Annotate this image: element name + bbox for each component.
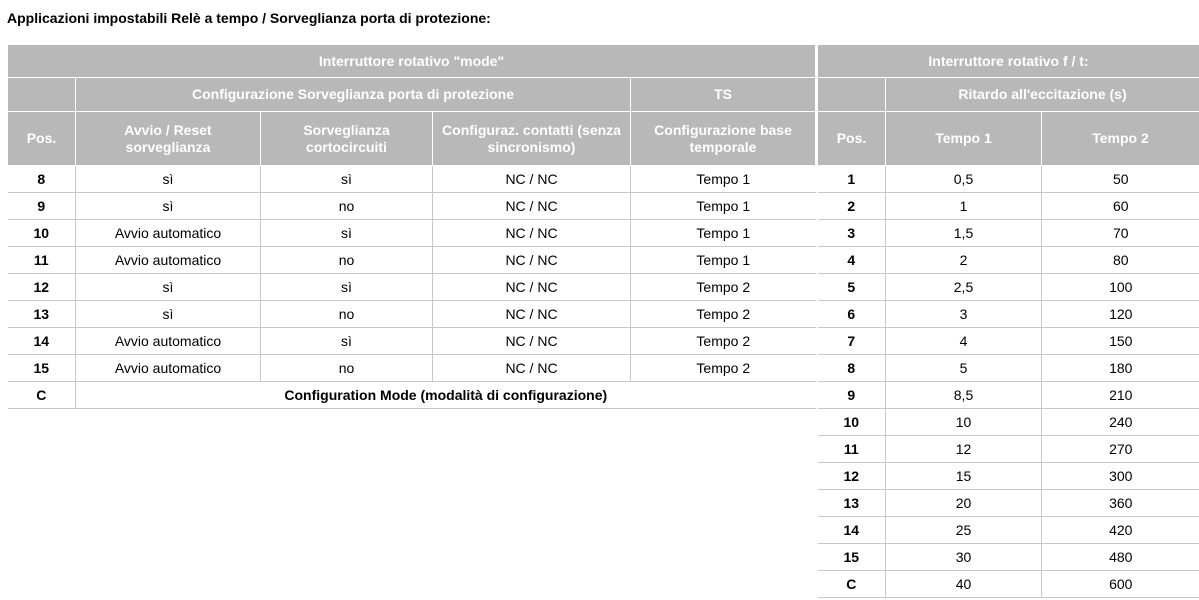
cell-short-circuit: sì [261, 220, 433, 247]
cell-start-reset: sì [76, 166, 261, 193]
table-row [818, 247, 1199, 274]
cell-tempo-1: 10 [886, 409, 1042, 436]
cell-pos: 9 [8, 193, 76, 220]
cell-tempo-1: 4 [886, 328, 1042, 355]
table-row [818, 220, 1199, 247]
cell-pos: 1 [818, 166, 886, 193]
table-row [8, 193, 816, 220]
cell-short-circuit: sì [261, 166, 433, 193]
cell-start-reset: sì [76, 274, 261, 301]
table-row [818, 274, 1199, 301]
cell-tempo-2: 100 [1042, 274, 1199, 301]
mode-table-group-header: Configurazione Sorveglianza porta di protezione [76, 78, 631, 112]
cell-pos: 13 [818, 490, 886, 517]
column-header-tempo-2: Tempo 2 [1042, 112, 1199, 166]
ft-table-main-header: Interruttore rotativo f / t: [818, 45, 1199, 78]
cell-tempo-2: 600 [1042, 571, 1199, 598]
cell-contacts: NC / NC [433, 166, 631, 193]
cell-contacts: NC / NC [433, 193, 631, 220]
table-row [818, 166, 1199, 193]
cell-pos: 3 [818, 220, 886, 247]
cell-tempo-1: 1 [886, 193, 1042, 220]
cell-pos: 13 [8, 301, 76, 328]
cell-contacts: NC / NC [433, 301, 631, 328]
cell-tempo-1: 2,5 [886, 274, 1042, 301]
cell-contacts: NC / NC [433, 355, 631, 382]
cell-pos: 8 [8, 166, 76, 193]
cell-time-base: Tempo 1 [631, 193, 816, 220]
cell-pos: 10 [8, 220, 76, 247]
cell-pos: 8 [818, 355, 886, 382]
cell-tempo-1: 5 [886, 355, 1042, 382]
cell-pos: 11 [818, 436, 886, 463]
table-row [8, 355, 816, 382]
table-row [8, 328, 816, 355]
cell-tempo-1: 12 [886, 436, 1042, 463]
cell-tempo-2: 180 [1042, 355, 1199, 382]
cell-time-base: Tempo 1 [631, 220, 816, 247]
cell-start-reset: Avvio automatico [76, 247, 261, 274]
config-mode-row [8, 382, 816, 409]
cell-tempo-2: 360 [1042, 490, 1199, 517]
cell-pos: C [818, 571, 886, 598]
cell-tempo-2: 480 [1042, 544, 1199, 571]
cell-short-circuit: sì [261, 328, 433, 355]
cell-contacts: NC / NC [433, 247, 631, 274]
table-row [8, 220, 816, 247]
mode-table-main-header: Interruttore rotativo "mode" [8, 45, 816, 78]
cell-tempo-2: 50 [1042, 166, 1199, 193]
cell-time-base: Tempo 2 [631, 355, 816, 382]
cell-contacts: NC / NC [433, 328, 631, 355]
cell-pos: 12 [8, 274, 76, 301]
cell-pos: 7 [818, 328, 886, 355]
table-row [8, 301, 816, 328]
cell-tempo-1: 1,5 [886, 220, 1042, 247]
table-row [818, 571, 1199, 598]
cell-tempo-1: 2 [886, 247, 1042, 274]
cell-contacts: NC / NC [433, 220, 631, 247]
cell-tempo-1: 0,5 [886, 166, 1042, 193]
table-row [8, 247, 816, 274]
mode-switch-table [7, 44, 816, 409]
table-row [818, 544, 1199, 571]
table-row [818, 517, 1199, 544]
cell-contacts: NC / NC [433, 274, 631, 301]
ft-table-group-header: Ritardo all'eccitazione (s) [886, 78, 1199, 112]
mode-table-header-spacer [8, 78, 76, 112]
cell-pos: 14 [818, 517, 886, 544]
cell-short-circuit: no [261, 193, 433, 220]
config-mode-label: Configuration Mode (modalità di configurazione) [76, 382, 816, 409]
page-title: Applicazioni impostabili Relè a tempo / Sorveglianza porta di protezione: [7, 10, 491, 26]
table-row [818, 409, 1199, 436]
cell-start-reset: Avvio automatico [76, 328, 261, 355]
cell-tempo-2: 270 [1042, 436, 1199, 463]
cell-pos: 15 [818, 544, 886, 571]
table-row [818, 463, 1199, 490]
table-row [818, 193, 1199, 220]
cell-pos: 12 [818, 463, 886, 490]
cell-short-circuit: no [261, 301, 433, 328]
cell-short-circuit: no [261, 247, 433, 274]
cell-tempo-2: 120 [1042, 301, 1199, 328]
cell-pos: 10 [818, 409, 886, 436]
column-header-time-base: Configurazione base temporale [631, 112, 816, 166]
cell-pos: 4 [818, 247, 886, 274]
cell-tempo-2: 70 [1042, 220, 1199, 247]
cell-start-reset: Avvio automatico [76, 355, 261, 382]
cell-tempo-2: 210 [1042, 382, 1199, 409]
cell-time-base: Tempo 1 [631, 247, 816, 274]
cell-start-reset: Avvio automatico [76, 220, 261, 247]
ft-table-header-spacer [818, 78, 886, 112]
cell-time-base: Tempo 2 [631, 301, 816, 328]
cell-pos: 15 [8, 355, 76, 382]
cell-start-reset: sì [76, 301, 261, 328]
ft-switch-table [817, 44, 1199, 598]
cell-pos: 9 [818, 382, 886, 409]
table-row [818, 328, 1199, 355]
cell-start-reset: sì [76, 193, 261, 220]
table-row [818, 436, 1199, 463]
cell-tempo-1: 40 [886, 571, 1042, 598]
table-row [818, 490, 1199, 517]
cell-pos: C [8, 382, 76, 409]
column-header-start-reset: Avvio / Reset sorveglianza [76, 112, 261, 166]
cell-time-base: Tempo 1 [631, 166, 816, 193]
cell-pos: 6 [818, 301, 886, 328]
table-row [8, 274, 816, 301]
table-row [818, 382, 1199, 409]
table-row [818, 355, 1199, 382]
cell-short-circuit: no [261, 355, 433, 382]
cell-tempo-1: 15 [886, 463, 1042, 490]
cell-pos: 2 [818, 193, 886, 220]
cell-tempo-2: 80 [1042, 247, 1199, 274]
cell-time-base: Tempo 2 [631, 274, 816, 301]
table-row [818, 301, 1199, 328]
cell-tempo-2: 420 [1042, 517, 1199, 544]
column-header-contacts: Configuraz. contatti (senza sincronismo) [433, 112, 631, 166]
column-header-short-circuit: Sorveglianza cortocircuiti [261, 112, 433, 166]
table-row [8, 166, 816, 193]
cell-tempo-1: 8,5 [886, 382, 1042, 409]
column-header-pos: Pos. [818, 112, 886, 166]
cell-short-circuit: sì [261, 274, 433, 301]
cell-pos: 14 [8, 328, 76, 355]
column-header-pos: Pos. [8, 112, 76, 166]
cell-time-base: Tempo 2 [631, 328, 816, 355]
column-header-tempo-1: Tempo 1 [886, 112, 1042, 166]
cell-tempo-1: 30 [886, 544, 1042, 571]
mode-table-ts-header: TS [631, 78, 816, 112]
cell-pos: 5 [818, 274, 886, 301]
cell-tempo-1: 3 [886, 301, 1042, 328]
cell-tempo-1: 20 [886, 490, 1042, 517]
cell-tempo-2: 60 [1042, 193, 1199, 220]
cell-pos: 11 [8, 247, 76, 274]
cell-tempo-2: 300 [1042, 463, 1199, 490]
cell-tempo-2: 150 [1042, 328, 1199, 355]
cell-tempo-2: 240 [1042, 409, 1199, 436]
cell-tempo-1: 25 [886, 517, 1042, 544]
